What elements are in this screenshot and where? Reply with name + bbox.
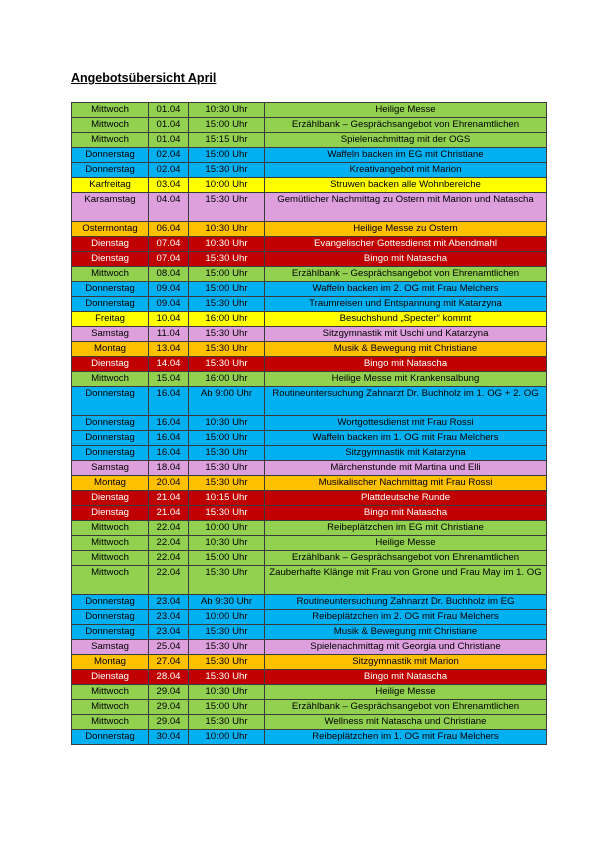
cell-activity: Heilige Messe	[265, 536, 547, 551]
cell-activity: Routineuntersuchung Zahnarzt Dr. Buchholz im 1. OG + 2. OG	[265, 387, 547, 416]
table-row	[72, 267, 547, 282]
cell-day: Mittwoch	[72, 521, 149, 536]
cell-date: 16.04	[149, 431, 189, 446]
table-row	[72, 730, 547, 745]
cell-date: 04.04	[149, 193, 189, 222]
cell-date: 10.04	[149, 312, 189, 327]
cell-activity: Reibeplätzchen im 2. OG mit Frau Melchers	[265, 610, 547, 625]
cell-activity: Zauberhafte Klänge mit Frau von Grone und Frau May im 1. OG	[265, 566, 547, 595]
cell-date: 23.04	[149, 595, 189, 610]
cell-activity: Reibeplätzchen im EG mit Christiane	[265, 521, 547, 536]
table-row	[72, 715, 547, 730]
table-row	[72, 595, 547, 610]
cell-date: 15.04	[149, 372, 189, 387]
cell-activity: Spielenachmittag mit der OGS	[265, 133, 547, 148]
cell-time: 15:30 Uhr	[189, 297, 265, 312]
cell-time: 15:00 Uhr	[189, 551, 265, 566]
cell-activity: Märchenstunde mit Martina und Elli	[265, 461, 547, 476]
table-row	[72, 670, 547, 685]
cell-day: Donnerstag	[72, 625, 149, 640]
cell-time: 15:30 Uhr	[189, 566, 265, 595]
cell-date: 18.04	[149, 461, 189, 476]
cell-day: Donnerstag	[72, 446, 149, 461]
cell-date: 21.04	[149, 506, 189, 521]
cell-time: 15:30 Uhr	[189, 476, 265, 491]
table-row	[72, 357, 547, 372]
cell-activity: Waffeln backen im 2. OG mit Frau Melchers	[265, 282, 547, 297]
cell-date: 27.04	[149, 655, 189, 670]
cell-date: 29.04	[149, 700, 189, 715]
cell-time: 10:30 Uhr	[189, 536, 265, 551]
table-row	[72, 416, 547, 431]
cell-activity: Heilige Messe	[265, 103, 547, 118]
cell-date: 06.04	[149, 222, 189, 237]
cell-day: Samstag	[72, 327, 149, 342]
cell-time: 15:00 Uhr	[189, 118, 265, 133]
cell-activity: Waffeln backen im 1. OG mit Frau Melchers	[265, 431, 547, 446]
table-row	[72, 342, 547, 357]
cell-time: 16:00 Uhr	[189, 312, 265, 327]
cell-date: 09.04	[149, 297, 189, 312]
table-row	[72, 431, 547, 446]
cell-activity: Gemütlicher Nachmittag zu Ostern mit Marion und Natascha	[265, 193, 547, 222]
cell-time: 15:00 Uhr	[189, 700, 265, 715]
cell-date: 16.04	[149, 416, 189, 431]
cell-day: Karfreitag	[72, 178, 149, 193]
cell-activity: Sitzgymnastik mit Marion	[265, 655, 547, 670]
cell-date: 13.04	[149, 342, 189, 357]
table-row	[72, 148, 547, 163]
cell-date: 22.04	[149, 521, 189, 536]
table-row	[72, 476, 547, 491]
cell-day: Dienstag	[72, 670, 149, 685]
cell-day: Montag	[72, 655, 149, 670]
cell-date: 23.04	[149, 625, 189, 640]
cell-day: Samstag	[72, 640, 149, 655]
cell-time: 15:00 Uhr	[189, 431, 265, 446]
table-row	[72, 625, 547, 640]
table-row	[72, 446, 547, 461]
cell-time: 15:15 Uhr	[189, 133, 265, 148]
table-row	[72, 491, 547, 506]
page-title: Angebotsübersicht April	[71, 71, 217, 85]
cell-time: Ab 9:30 Uhr	[189, 595, 265, 610]
cell-time: 15:30 Uhr	[189, 655, 265, 670]
cell-date: 02.04	[149, 148, 189, 163]
table-row	[72, 461, 547, 476]
cell-date: 29.04	[149, 715, 189, 730]
cell-day: Mittwoch	[72, 372, 149, 387]
cell-day: Donnerstag	[72, 431, 149, 446]
table-row	[72, 387, 547, 416]
table-row	[72, 312, 547, 327]
table-row	[72, 103, 547, 118]
cell-activity: Heilige Messe zu Ostern	[265, 222, 547, 237]
table-row	[72, 655, 547, 670]
cell-date: 21.04	[149, 491, 189, 506]
cell-day: Donnerstag	[72, 595, 149, 610]
cell-time: 15:30 Uhr	[189, 461, 265, 476]
table-row	[72, 521, 547, 536]
table-row	[72, 566, 547, 595]
cell-date: 01.04	[149, 103, 189, 118]
schedule-body	[72, 103, 547, 745]
cell-date: 25.04	[149, 640, 189, 655]
cell-date: 02.04	[149, 163, 189, 178]
cell-day: Donnerstag	[72, 163, 149, 178]
cell-activity: Musik & Bewegung mit Christiane	[265, 342, 547, 357]
cell-day: Donnerstag	[72, 610, 149, 625]
cell-date: 14.04	[149, 357, 189, 372]
cell-activity: Spielenachmittag mit Georgia und Christiane	[265, 640, 547, 655]
cell-date: 11.04	[149, 327, 189, 342]
cell-time: 15:30 Uhr	[189, 625, 265, 640]
table-row	[72, 133, 547, 148]
cell-time: 15:30 Uhr	[189, 640, 265, 655]
cell-activity: Routineuntersuchung Zahnarzt Dr. Buchholz im EG	[265, 595, 547, 610]
cell-time: 15:00 Uhr	[189, 282, 265, 297]
cell-activity: Erzählbank – Gesprächsangebot von Ehrenamtlichen	[265, 267, 547, 282]
cell-time: 10:30 Uhr	[189, 237, 265, 252]
cell-time: 10:00 Uhr	[189, 521, 265, 536]
cell-day: Mittwoch	[72, 118, 149, 133]
cell-time: 15:30 Uhr	[189, 446, 265, 461]
table-row	[72, 700, 547, 715]
cell-day: Ostermontag	[72, 222, 149, 237]
table-row	[72, 327, 547, 342]
table-row	[72, 178, 547, 193]
cell-time: 10:30 Uhr	[189, 222, 265, 237]
cell-day: Mittwoch	[72, 103, 149, 118]
cell-activity: Wortgottesdienst mit Frau Rossi	[265, 416, 547, 431]
cell-day: Mittwoch	[72, 685, 149, 700]
cell-time: 15:30 Uhr	[189, 327, 265, 342]
cell-time: 10:30 Uhr	[189, 103, 265, 118]
cell-day: Donnerstag	[72, 148, 149, 163]
cell-day: Samstag	[72, 461, 149, 476]
cell-date: 16.04	[149, 387, 189, 416]
cell-activity: Waffeln backen im EG mit Christiane	[265, 148, 547, 163]
cell-date: 09.04	[149, 282, 189, 297]
cell-activity: Musikalischer Nachmittag mit Frau Rossi	[265, 476, 547, 491]
cell-date: 28.04	[149, 670, 189, 685]
cell-day: Dienstag	[72, 237, 149, 252]
cell-time: 15:30 Uhr	[189, 193, 265, 222]
cell-time: 15:30 Uhr	[189, 163, 265, 178]
cell-date: 07.04	[149, 237, 189, 252]
table-row	[72, 506, 547, 521]
cell-time: 10:30 Uhr	[189, 685, 265, 700]
cell-time: Ab 9:00 Uhr	[189, 387, 265, 416]
cell-day: Montag	[72, 476, 149, 491]
cell-time: 16:00 Uhr	[189, 372, 265, 387]
cell-day: Freitag	[72, 312, 149, 327]
cell-day: Donnerstag	[72, 416, 149, 431]
cell-date: 30.04	[149, 730, 189, 745]
cell-date: 29.04	[149, 685, 189, 700]
cell-time: 15:00 Uhr	[189, 148, 265, 163]
cell-day: Mittwoch	[72, 551, 149, 566]
cell-day: Mittwoch	[72, 715, 149, 730]
cell-day: Dienstag	[72, 357, 149, 372]
cell-day: Donnerstag	[72, 282, 149, 297]
cell-activity: Traumreisen und Entspannung mit Katarzyna	[265, 297, 547, 312]
table-row	[72, 193, 547, 222]
cell-time: 10:00 Uhr	[189, 610, 265, 625]
cell-day: Donnerstag	[72, 730, 149, 745]
cell-activity: Struwen backen alle Wohnbereiche	[265, 178, 547, 193]
cell-activity: Bingo mit Natascha	[265, 506, 547, 521]
cell-activity: Kreativangebot mit Marion	[265, 163, 547, 178]
cell-date: 07.04	[149, 252, 189, 267]
cell-date: 22.04	[149, 551, 189, 566]
cell-date: 03.04	[149, 178, 189, 193]
cell-day: Mittwoch	[72, 133, 149, 148]
cell-day: Mittwoch	[72, 536, 149, 551]
cell-activity: Besuchshund „Specter“ kommt	[265, 312, 547, 327]
cell-time: 15:30 Uhr	[189, 506, 265, 521]
cell-activity: Erzählbank – Gesprächsangebot von Ehrenamtlichen	[265, 551, 547, 566]
cell-day: Dienstag	[72, 506, 149, 521]
cell-date: 01.04	[149, 118, 189, 133]
table-row	[72, 252, 547, 267]
table-row	[72, 640, 547, 655]
cell-date: 08.04	[149, 267, 189, 282]
cell-day: Dienstag	[72, 491, 149, 506]
table-row	[72, 372, 547, 387]
cell-date: 16.04	[149, 446, 189, 461]
cell-day: Mittwoch	[72, 566, 149, 595]
cell-time: 15:30 Uhr	[189, 342, 265, 357]
cell-activity: Bingo mit Natascha	[265, 252, 547, 267]
cell-date: 22.04	[149, 566, 189, 595]
cell-activity: Plattdeutsche Runde	[265, 491, 547, 506]
table-row	[72, 297, 547, 312]
table-row	[72, 551, 547, 566]
cell-day: Mittwoch	[72, 700, 149, 715]
cell-activity: Evangelischer Gottesdienst mit Abendmahl	[265, 237, 547, 252]
cell-day: Donnerstag	[72, 387, 149, 416]
cell-time: 10:30 Uhr	[189, 416, 265, 431]
cell-activity: Musik & Bewegung mit Christiane	[265, 625, 547, 640]
table-row	[72, 237, 547, 252]
schedule-table	[71, 102, 547, 745]
cell-activity: Wellness mit Natascha und Christiane	[265, 715, 547, 730]
cell-activity: Sitzgymnastik mit Katarzyna	[265, 446, 547, 461]
cell-date: 22.04	[149, 536, 189, 551]
cell-day: Mittwoch	[72, 267, 149, 282]
cell-activity: Bingo mit Natascha	[265, 670, 547, 685]
cell-time: 10:00 Uhr	[189, 178, 265, 193]
cell-time: 15:00 Uhr	[189, 267, 265, 282]
cell-activity: Erzählbank – Gesprächsangebot von Ehrenamtlichen	[265, 700, 547, 715]
cell-activity: Heilige Messe mit Krankensalbung	[265, 372, 547, 387]
cell-activity: Erzählbank – Gesprächsangebot von Ehrenamtlichen	[265, 118, 547, 133]
cell-time: 15:30 Uhr	[189, 715, 265, 730]
cell-activity: Sitzgymnastik mit Uschi und Katarzyna	[265, 327, 547, 342]
cell-activity: Bingo mit Natascha	[265, 357, 547, 372]
cell-date: 01.04	[149, 133, 189, 148]
cell-day: Karsamstag	[72, 193, 149, 222]
table-row	[72, 685, 547, 700]
cell-time: 15:30 Uhr	[189, 670, 265, 685]
cell-day: Montag	[72, 342, 149, 357]
table-row	[72, 610, 547, 625]
cell-time: 10:00 Uhr	[189, 730, 265, 745]
table-row	[72, 536, 547, 551]
cell-date: 23.04	[149, 610, 189, 625]
cell-day: Dienstag	[72, 252, 149, 267]
table-row	[72, 222, 547, 237]
table-row	[72, 163, 547, 178]
cell-activity: Reibeplätzchen im 1. OG mit Frau Melchers	[265, 730, 547, 745]
cell-time: 15:30 Uhr	[189, 357, 265, 372]
cell-time: 15:30 Uhr	[189, 252, 265, 267]
cell-time: 10:15 Uhr	[189, 491, 265, 506]
cell-day: Donnerstag	[72, 297, 149, 312]
table-row	[72, 282, 547, 297]
cell-activity: Heilige Messe	[265, 685, 547, 700]
table-row	[72, 118, 547, 133]
cell-date: 20.04	[149, 476, 189, 491]
